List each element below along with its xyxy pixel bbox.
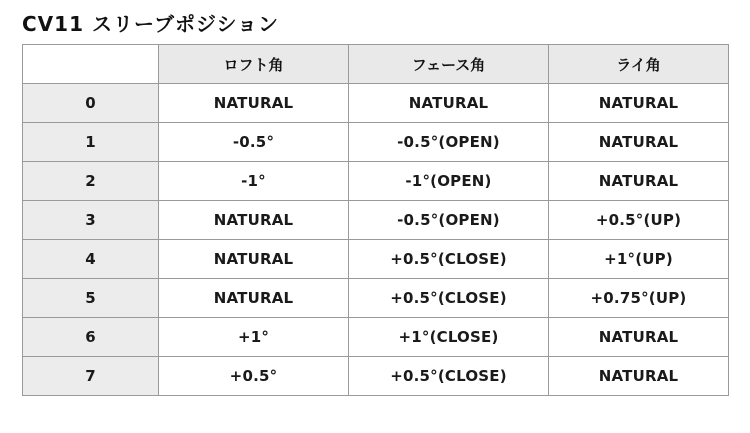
table-row xyxy=(23,84,729,123)
cell-face: +0.5°(CLOSE) xyxy=(349,279,549,318)
cell-loft: NATURAL xyxy=(159,84,349,123)
cell-position: 5 xyxy=(23,279,159,318)
cell-position: 7 xyxy=(23,357,159,396)
table-header xyxy=(23,45,729,84)
table-header-row xyxy=(23,45,729,84)
cell-face: +1°(CLOSE) xyxy=(349,318,549,357)
column-header-loft: ロフト角 xyxy=(159,45,349,84)
cell-lie: NATURAL xyxy=(549,318,729,357)
cell-face: -0.5°(OPEN) xyxy=(349,201,549,240)
cell-lie: +0.75°(UP) xyxy=(549,279,729,318)
table-row xyxy=(23,357,729,396)
table-row xyxy=(23,240,729,279)
cell-loft: NATURAL xyxy=(159,201,349,240)
table-row xyxy=(23,201,729,240)
cell-lie: +0.5°(UP) xyxy=(549,201,729,240)
column-header-position xyxy=(23,45,159,84)
cell-loft: -1° xyxy=(159,162,349,201)
cell-loft: NATURAL xyxy=(159,279,349,318)
table-row xyxy=(23,162,729,201)
cell-position: 3 xyxy=(23,201,159,240)
table-row xyxy=(23,279,729,318)
cell-lie: +1°(UP) xyxy=(549,240,729,279)
cell-lie: NATURAL xyxy=(549,357,729,396)
cell-lie: NATURAL xyxy=(549,84,729,123)
cell-lie: NATURAL xyxy=(549,162,729,201)
cell-face: +0.5°(CLOSE) xyxy=(349,357,549,396)
cell-face: -1°(OPEN) xyxy=(349,162,549,201)
cell-position: 2 xyxy=(23,162,159,201)
cell-face: NATURAL xyxy=(349,84,549,123)
cell-position: 1 xyxy=(23,123,159,162)
cell-position: 6 xyxy=(23,318,159,357)
cell-loft: +0.5° xyxy=(159,357,349,396)
sleeve-position-table-container xyxy=(22,44,728,396)
cell-lie: NATURAL xyxy=(549,123,729,162)
column-header-lie: ライ角 xyxy=(549,45,729,84)
cell-position: 0 xyxy=(23,84,159,123)
sleeve-position-table xyxy=(22,44,729,396)
cell-face: +0.5°(CLOSE) xyxy=(349,240,549,279)
cell-loft: +1° xyxy=(159,318,349,357)
cell-face: -0.5°(OPEN) xyxy=(349,123,549,162)
column-header-face: フェース角 xyxy=(349,45,549,84)
table-row xyxy=(23,123,729,162)
cell-loft: -0.5° xyxy=(159,123,349,162)
page-title: CV11 スリーブポジション xyxy=(22,12,280,36)
cell-position: 4 xyxy=(23,240,159,279)
table-body xyxy=(23,84,729,396)
table-row xyxy=(23,318,729,357)
cell-loft: NATURAL xyxy=(159,240,349,279)
